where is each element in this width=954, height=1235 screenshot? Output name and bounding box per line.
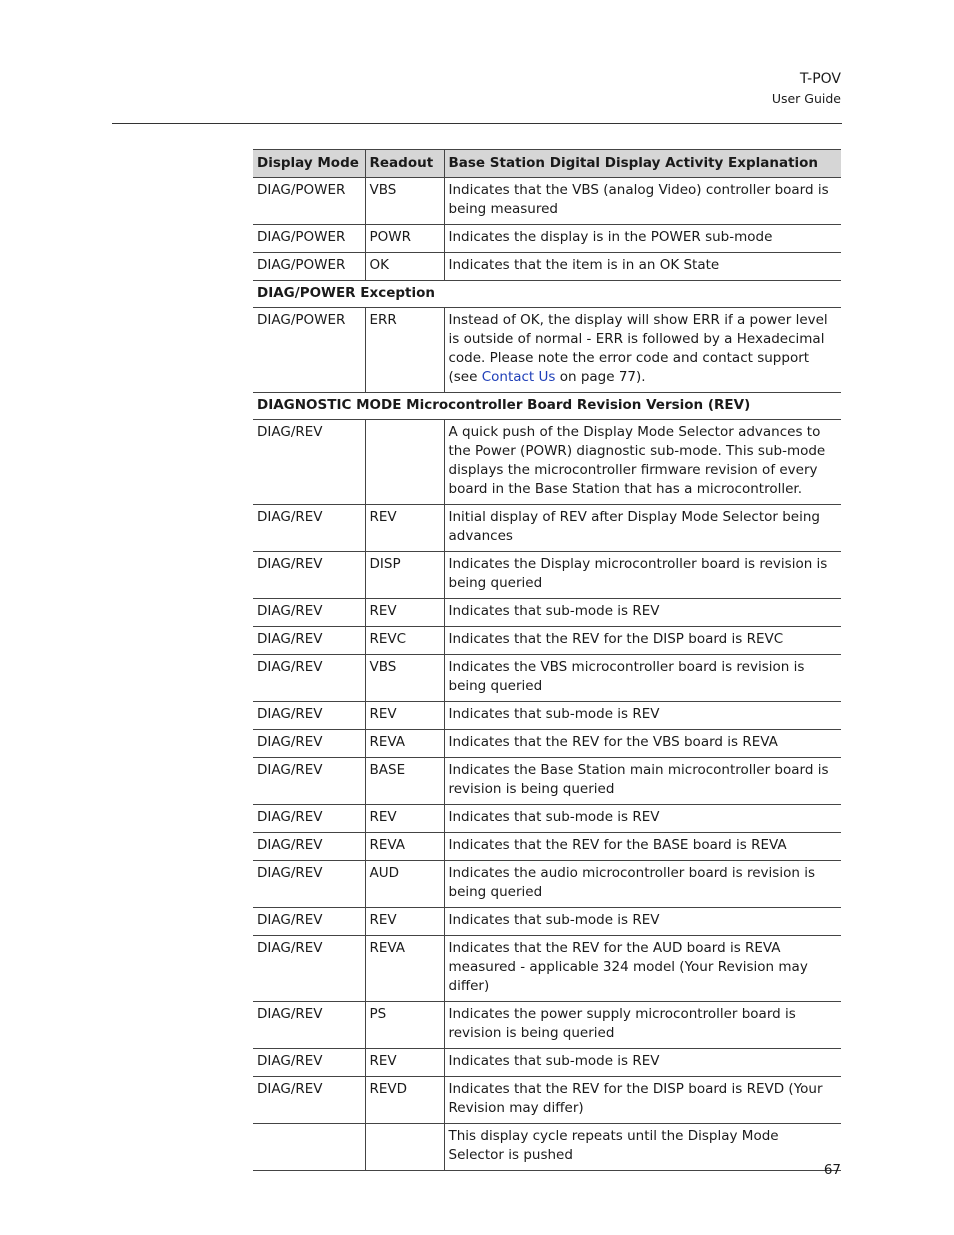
display-mode-table (253, 149, 841, 1171)
header-rule (112, 123, 842, 124)
cell-display-mode: DIAG/REV (253, 861, 365, 908)
cell-readout: REVC (365, 627, 444, 655)
cell-display-mode: DIAG/REV (253, 420, 365, 505)
cell-explanation: Indicates the Display microcontroller board is revision is being queried (444, 552, 841, 599)
table-row (253, 1049, 841, 1077)
cell-explanation: Indicates the power supply microcontroller board is revision is being queried (444, 1002, 841, 1049)
table-row (253, 730, 841, 758)
table-row (253, 505, 841, 552)
cell-readout: VBS (365, 655, 444, 702)
cell-readout: POWR (365, 225, 444, 253)
table-row (253, 178, 841, 225)
cell-readout: REVD (365, 1077, 444, 1124)
cell-readout: REVA (365, 936, 444, 1002)
cell-explanation: Indicates that the REV for the DISP board is REVC (444, 627, 841, 655)
running-header (772, 70, 841, 108)
cell-display-mode: DIAG/POWER (253, 308, 365, 393)
cell-display-mode: DIAG/REV (253, 655, 365, 702)
cell-readout: BASE (365, 758, 444, 805)
cell-explanation: Indicates the display is in the POWER sub-mode (444, 225, 841, 253)
cell-explanation: Indicates that the VBS (analog Video) controller board is being measured (444, 178, 841, 225)
cell-display-mode: DIAG/REV (253, 627, 365, 655)
cell-readout (365, 1124, 444, 1171)
cell-explanation: Indicates the Base Station main microcontroller board is revision is being queried (444, 758, 841, 805)
section-heading: DIAGNOSTIC MODE Microcontroller Board Revision Version (REV) (253, 393, 841, 420)
column-header-readout: Readout (365, 150, 444, 178)
cell-readout: VBS (365, 178, 444, 225)
cell-display-mode: DIAG/REV (253, 702, 365, 730)
cell-display-mode: DIAG/POWER (253, 253, 365, 281)
table-header-row (253, 150, 841, 178)
cell-display-mode: DIAG/REV (253, 599, 365, 627)
cell-explanation (444, 308, 841, 393)
cell-display-mode: DIAG/POWER (253, 225, 365, 253)
column-header-explanation: Base Station Digital Display Activity Explanation (444, 150, 841, 178)
cell-explanation: Indicates that the REV for the AUD board is REVA measured - applicable 324 model (Your Revision may differ) (444, 936, 841, 1002)
cell-explanation: Indicates that sub-mode is REV (444, 805, 841, 833)
table-row (253, 599, 841, 627)
cell-display-mode: DIAG/REV (253, 805, 365, 833)
page-number: 67 (823, 1162, 841, 1178)
cell-readout: OK (365, 253, 444, 281)
cell-readout: REV (365, 702, 444, 730)
table-row (253, 627, 841, 655)
cell-readout: DISP (365, 552, 444, 599)
cell-explanation: Indicates that the item is in an OK State (444, 253, 841, 281)
table-row (253, 1124, 841, 1171)
table-row (253, 833, 841, 861)
table-section-row (253, 393, 841, 420)
cell-explanation: Indicates the audio microcontroller board is revision is being queried (444, 861, 841, 908)
cell-readout: REV (365, 505, 444, 552)
cell-readout: REV (365, 908, 444, 936)
cell-explanation: This display cycle repeats until the Display Mode Selector is pushed (444, 1124, 841, 1171)
cell-explanation: Indicates that sub-mode is REV (444, 702, 841, 730)
table-row (253, 1077, 841, 1124)
cell-explanation: Initial display of REV after Display Mode Selector being advances (444, 505, 841, 552)
table-row (253, 758, 841, 805)
table-section-row (253, 281, 841, 308)
cell-explanation: Indicates that sub-mode is REV (444, 908, 841, 936)
cell-explanation: Indicates that sub-mode is REV (444, 599, 841, 627)
table-row (253, 1002, 841, 1049)
cell-display-mode: DIAG/REV (253, 552, 365, 599)
table-row (253, 225, 841, 253)
cell-readout: REV (365, 805, 444, 833)
cell-readout: ERR (365, 308, 444, 393)
cell-explanation: Indicates that the REV for the DISP board is REVD (Your Revision may differ) (444, 1077, 841, 1124)
cell-explanation: Indicates that sub-mode is REV (444, 1049, 841, 1077)
table-row (253, 805, 841, 833)
cell-display-mode: DIAG/REV (253, 1077, 365, 1124)
cell-explanation: A quick push of the Display Mode Selector advances to the Power (POWR) diagnostic sub-mode. This sub-mode displays the microcontroller firmware revision of every board in the Base Station that has a microcontroller. (444, 420, 841, 505)
cell-readout: PS (365, 1002, 444, 1049)
table-row (253, 655, 841, 702)
cell-display-mode: DIAG/REV (253, 833, 365, 861)
explanation-text: Instead of OK, the display will show ERR if a power level is outside of normal - ERR is followed by a Hexadecimal code. Please note the error code and contact support (see (448, 312, 828, 385)
cell-explanation: Indicates that the REV for the VBS board is REVA (444, 730, 841, 758)
cell-readout: AUD (365, 861, 444, 908)
cell-readout: REVA (365, 730, 444, 758)
cell-display-mode: DIAG/REV (253, 730, 365, 758)
table-row (253, 936, 841, 1002)
cell-explanation: Indicates the VBS microcontroller board is revision is being queried (444, 655, 841, 702)
cell-display-mode: DIAG/REV (253, 936, 365, 1002)
document-subtitle: User Guide (771, 91, 841, 106)
section-heading: DIAG/POWER Exception (253, 281, 841, 308)
cell-readout: REV (365, 1049, 444, 1077)
cell-display-mode: DIAG/REV (253, 1002, 365, 1049)
cell-explanation: Indicates that the REV for the BASE board is REVA (444, 833, 841, 861)
table-row (253, 308, 841, 393)
cell-display-mode (253, 1124, 365, 1171)
table-row (253, 908, 841, 936)
contact-us-link[interactable]: Contact Us (481, 369, 556, 385)
table-row (253, 861, 841, 908)
cell-readout: REV (365, 599, 444, 627)
table-row (253, 253, 841, 281)
column-header-display-mode: Display Mode (253, 150, 365, 178)
table-body (253, 178, 841, 1171)
explanation-text-after: on page 77). (555, 369, 646, 385)
cell-display-mode: DIAG/REV (253, 758, 365, 805)
cell-readout (365, 420, 444, 505)
document-title: T-POV (799, 71, 841, 87)
cell-display-mode: DIAG/REV (253, 908, 365, 936)
table-row (253, 552, 841, 599)
cell-display-mode: DIAG/REV (253, 505, 365, 552)
cell-display-mode: DIAG/POWER (253, 178, 365, 225)
cell-display-mode: DIAG/REV (253, 1049, 365, 1077)
table-row (253, 702, 841, 730)
cell-readout: REVA (365, 833, 444, 861)
table-row (253, 420, 841, 505)
